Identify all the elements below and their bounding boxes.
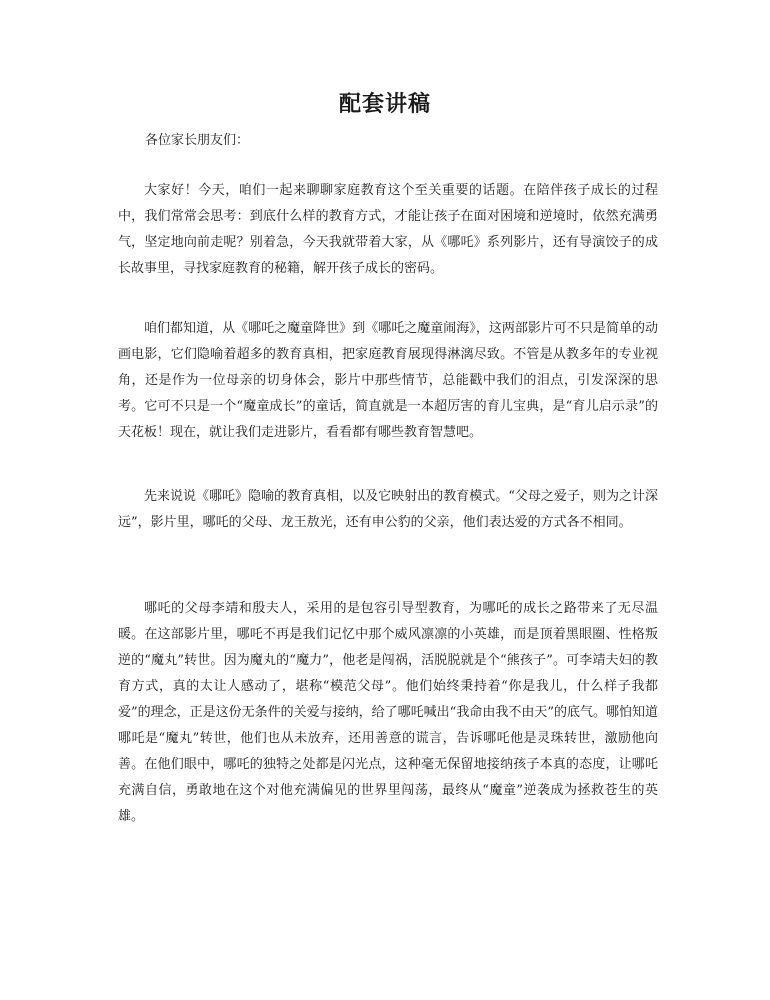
salutation: 各位家长朋友们： xyxy=(145,133,250,148)
paragraph-nezha-parents: 哪吒的父母李靖和殷夫人，采用的是包容引导型教育，为哪吒的成长之路带来了无尽温暖。在这部影片里，哪吒不再是我们记忆中那个威风凛凛的小英雄，而是顶着黑眼圈、性格叛逆的“魔丸”转世。因为魔丸的“魔力”，他老是闯祸，活脱脱就是个“熊孩子”。可李靖夫妇的教育方式，真的太让人感动了，堪称“模范父母”。他们始终秉持着“你是我儿，什么样子我都爱”的理念，正是这份无条件的关爱与接纳，给了哪吒喊出“我命由我不由天”的底气。哪怕知道哪吒是“魔丸”转世，他们也从未放弃，还用善意的谎言，告诉哪吒他是灵珠转世，激励他向善。在他们眼中，哪吒的独特之处都是闪光点，这种毫无保留地接纳孩子本真的态度，让哪吒充满自信，勇敢地在这个对他充满偏见的世界里闯荡，最终从“魔童”逆袭成为拯救苍生的英雄。 xyxy=(118,601,658,824)
paragraph-intro: 大家好！今天，咱们一起来聊聊家庭教育这个至关重要的话题。在陪伴孩子成长的过程中，我们常常会思考：到底什么样的教育方式，才能让孩子在面对困境和逆境时，依然充满勇气，坚定地向前走呢？别着急，今天我就带着大家，从《哪吒》系列影片，还有导演饺子的成长故事里，寻找家庭教育的秘籍，解开孩子成长的密码。 xyxy=(118,183,658,276)
paragraph-films: 咱们都知道，从《哪吒之魔童降世》到《哪吒之魔童闹海》，这两部影片可不只是简单的动画电影，它们隐喻着超多的教育真相，把家庭教育展现得淋漓尽致。不管是从教多年的专业视角，还是作为一位母亲的切身体会，影片中那些情节，总能戳中我们的泪点，引发深深的思考。它可不只是一个“魔童成长”的童话，简直就是一本超厉害的育儿宝典，是“育儿启示录”的天花板！现在，就让我们走进影片，看看都有哪些教育智慧吧。 xyxy=(118,321,658,440)
page-title: 配套讲稿 xyxy=(338,91,431,117)
paragraph-education-modes: 先来说说《哪吒》隐喻的教育真相，以及它映射出的教育模式。“父母之爱子，则为之计深远”，影片里，哪吒的父母、龙王敖光，还有申公豹的父亲，他们表达爱的方式各不相同。 xyxy=(118,489,658,530)
